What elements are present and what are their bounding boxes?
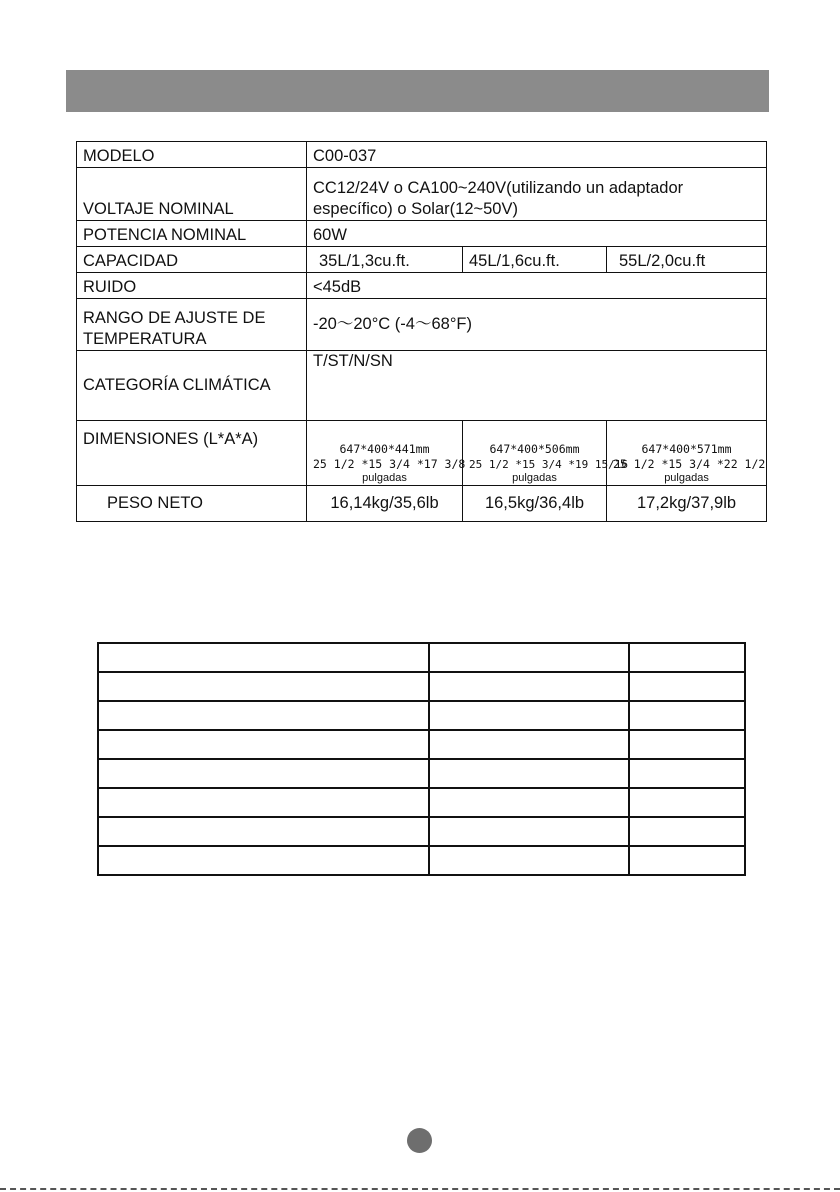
dimensions-value-35l [307, 421, 466, 486]
temperature-value: -20～20°C (-4～68°F) [307, 299, 767, 351]
net-weight-value-45l: 16,5kg/36,4lb [463, 486, 607, 522]
table-row [98, 759, 745, 788]
page-number-dot [407, 1128, 432, 1153]
capacity-value-35l: 35L/1,3cu.ft. [307, 247, 463, 273]
noise-label: RUIDO [77, 273, 307, 299]
net-weight-label: PESO NETO [77, 486, 307, 522]
temperature-label [77, 299, 307, 351]
section-header-bar [66, 70, 769, 112]
voltage-value-line2: específico) o Solar(12~50V) [313, 200, 518, 218]
model-value: C00-037 [307, 142, 767, 168]
dimensions-value-45l [463, 421, 628, 486]
dimensions-label: DIMENSIONES (L*A*A) [77, 421, 307, 486]
dimensions-mm: 647*400*506mm [489, 442, 580, 456]
spec-row-temperature [77, 299, 767, 351]
voltage-label: VOLTAJE NOMINAL [77, 168, 307, 221]
spec-row-climate [77, 351, 767, 421]
dimensions-value-55l [607, 421, 767, 486]
table-row [98, 672, 745, 701]
spec-row-dimensions [77, 421, 767, 486]
capacity-label: CAPACIDAD [77, 247, 307, 273]
dimensions-unit: pulgadas [512, 472, 557, 484]
table-row [98, 701, 745, 730]
climate-value: T/ST/N/SN [307, 351, 767, 421]
table-row [98, 817, 745, 846]
model-label: MODELO [77, 142, 307, 168]
spec-row-voltage [77, 168, 767, 221]
specifications-table [76, 141, 767, 522]
voltage-value [307, 168, 767, 221]
dimensions-inch: 25 1/2 *15 3/4 *22 1/2 [613, 457, 766, 471]
temperature-label-line1: RANGO DE AJUSTE DE [83, 309, 266, 327]
spec-row-noise [77, 273, 767, 299]
spec-row-power [77, 221, 767, 247]
power-value: 60W [307, 221, 767, 247]
noise-value: <45dB [307, 273, 767, 299]
capacity-value-45l: 45L/1,6cu.ft. [463, 247, 607, 273]
net-weight-value-55l: 17,2kg/37,9lb [607, 486, 767, 522]
dimensions-mm: 647*400*571mm [641, 442, 732, 456]
dimensions-inch: 25 1/2 *15 3/4 *19 15/16 [469, 458, 628, 471]
spec-row-model [77, 142, 767, 168]
spec-row-net-weight [77, 486, 767, 522]
table-row [98, 788, 745, 817]
climate-label: CATEGORÍA CLIMÁTICA [77, 351, 307, 421]
dimensions-unit: pulgadas [664, 472, 709, 484]
table-row [98, 643, 745, 672]
bottom-dashed-rule [0, 1188, 840, 1190]
dimensions-mm: 647*400*441mm [339, 442, 430, 456]
dimensions-unit: pulgadas [362, 472, 407, 484]
voltage-value-line1: CC12/24V o CA100~240V(utilizando un adaptador [313, 179, 684, 197]
power-label: POTENCIA NOMINAL [77, 221, 307, 247]
net-weight-value-35l: 16,14kg/35,6lb [307, 486, 463, 522]
capacity-value-55l: 55L/2,0cu.ft [607, 247, 767, 273]
dimensions-inch: 25 1/2 *15 3/4 *17 3/8 [313, 457, 466, 471]
empty-parts-table [97, 642, 746, 876]
temperature-label-line2: TEMPERATURA [83, 330, 207, 348]
spec-row-capacity [77, 247, 767, 273]
table-row [98, 730, 745, 759]
table-row [98, 846, 745, 875]
